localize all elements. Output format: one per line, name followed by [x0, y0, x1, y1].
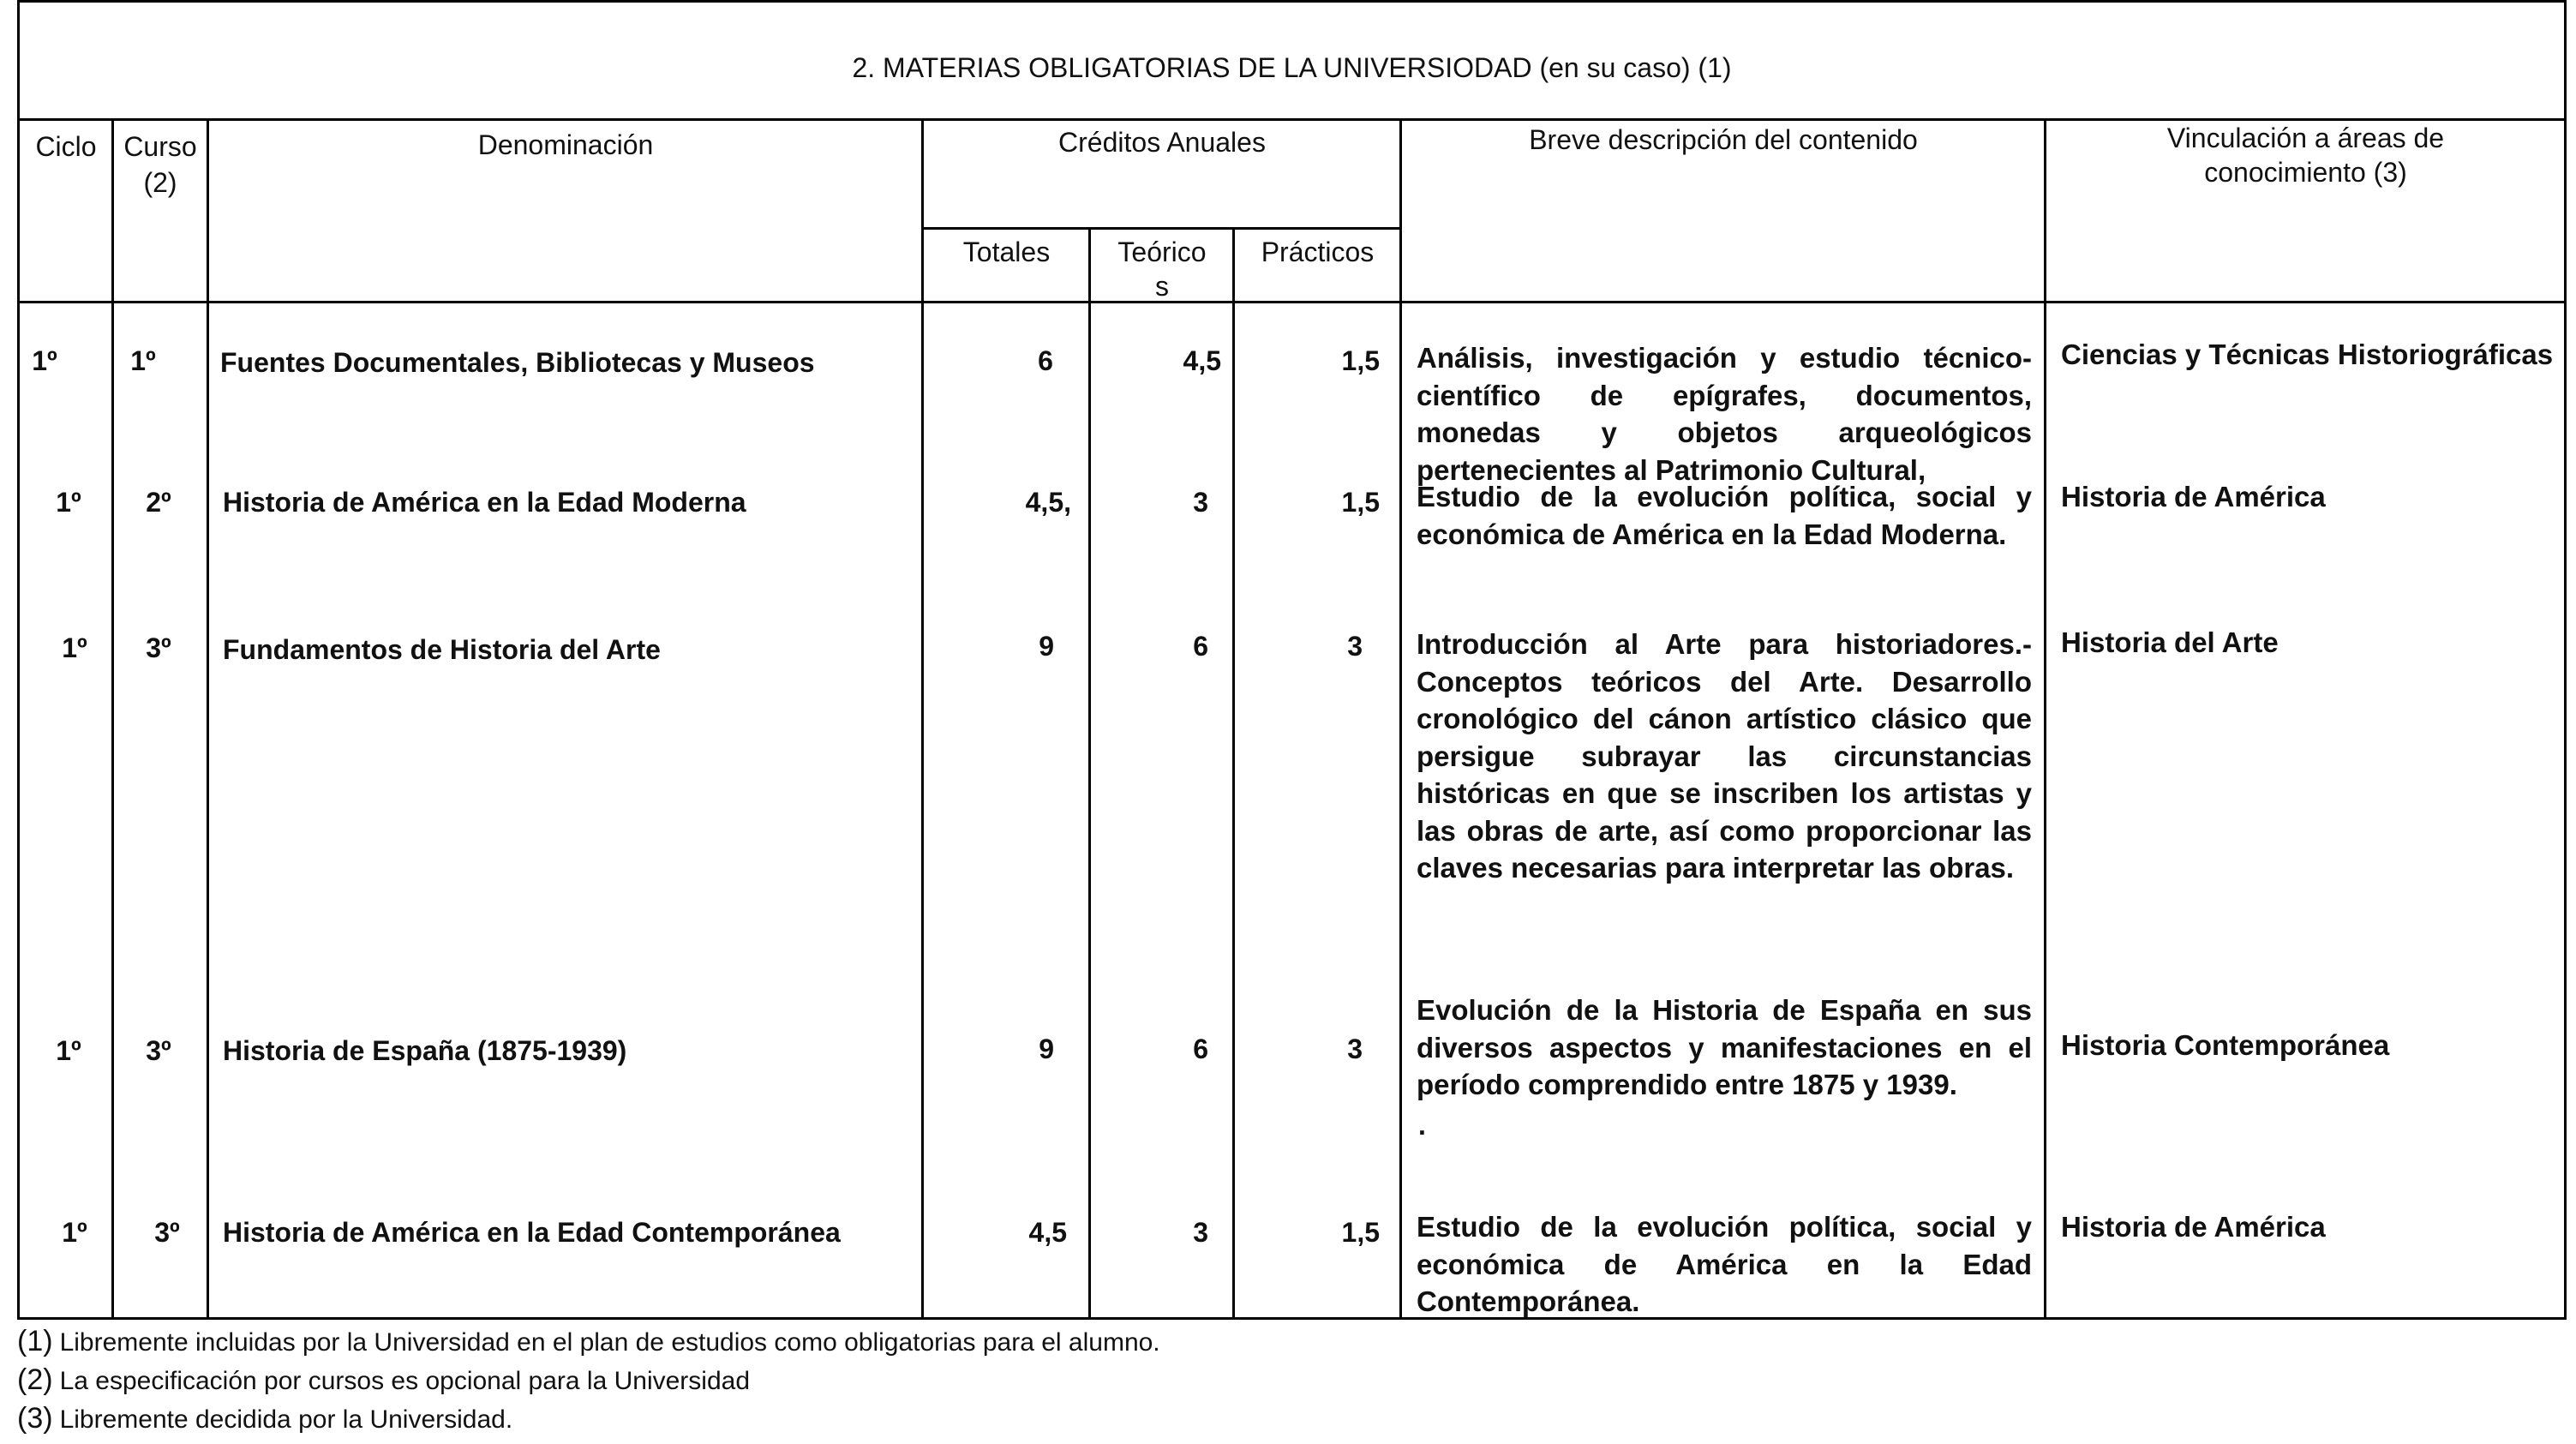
header-denominacion: Denominación: [477, 129, 654, 160]
row-4-practicos: 3: [1347, 1034, 1363, 1064]
header-descripcion: Breve descripción del contenido: [1529, 124, 1918, 155]
row-2-descripcion: Estudio de la evolución política, social y económica de América en la Edad Moderna.: [1417, 481, 2032, 550]
col-divider-totales: [1088, 227, 1091, 1320]
row-3-curso: 3º: [146, 632, 171, 663]
header-vinculacion-wrap: conocimiento (3): [2204, 157, 2407, 188]
row-4-curso: 3º: [146, 1035, 171, 1066]
row-3-totales: 9: [1039, 631, 1054, 662]
row-5-curso: 3º: [154, 1217, 180, 1248]
header-practicos: Prácticos: [1261, 237, 1375, 267]
header-teoricos: Teórico: [1117, 237, 1207, 267]
row-2-curso: 2º: [146, 487, 171, 518]
row-3-area: Historia del Arte: [2061, 626, 2279, 658]
row-3-practicos: 3: [1347, 631, 1363, 662]
row-1-descripcion: Análisis, investigación y estudio técnico-científico de epígrafes, documentos, monedas y objetos arqueológicos pertenecientes al Patrimonio Cultural,: [1417, 342, 2032, 486]
row-5-ciclo: 1º: [62, 1217, 87, 1248]
footnote-2: [17, 1363, 750, 1399]
col-divider-teoricos: [1232, 227, 1235, 1320]
header-ciclo: Ciclo: [35, 131, 97, 162]
row-4-teoricos: 6: [1193, 1034, 1208, 1064]
table-border-bottom: [17, 1317, 2567, 1320]
row-1-ciclo: 1º: [32, 345, 57, 376]
row-5-totales: 4,5: [1028, 1217, 1067, 1248]
row-2-denominacion: Historia de América en la Edad Moderna: [223, 487, 746, 518]
row-4-totales: 9: [1039, 1034, 1054, 1064]
row-1-area: Ciencias y Técnicas Historiográficas: [2061, 339, 2554, 370]
header-teoricos-wrap: s: [1155, 271, 1169, 302]
header-divider: [17, 301, 2567, 303]
row-4-area: Historia Contemporánea: [2061, 1029, 2390, 1061]
row-2-teoricos: 3: [1193, 487, 1208, 518]
row-2-ciclo: 1º: [56, 487, 81, 518]
row-2-practicos: 1,5: [1341, 487, 1380, 518]
footnote-3-text: Libremente decidida por la Universidad.: [59, 1405, 513, 1434]
row-5-practicos: 1,5: [1341, 1217, 1380, 1248]
row-5-denominacion: Historia de América en la Edad Contemporánea: [223, 1217, 841, 1248]
row-2-area: Historia de América: [2061, 481, 2326, 512]
col-divider-creditos: [1399, 118, 1402, 1320]
header-creditos-anuales: Créditos Anuales: [1058, 127, 1266, 158]
footnote-2-number: (2): [17, 1363, 53, 1396]
row-5-descripcion: Estudio de la evolución política, social y económica de América en la Edad Contemporánea.: [1417, 1211, 2032, 1317]
footnote-1-text: Libremente incluidas por la Universidad en el plan de estudios como obligatorias para el alumno.: [59, 1328, 1160, 1357]
row-3-descripcion: Introducción al Arte para historiadores.- Conceptos teóricos del Arte. Desarrollo cronológico del cánon artístico clásico que persigue subrayar las circunstancias históricas en que se inscriben los artistas y las obras de arte, así como proporcionar las claves necesarias para interpretar las obras.: [1417, 628, 2032, 884]
header-vinculacion: Vinculación a áreas de: [2166, 123, 2445, 153]
table-border-top: [17, 0, 2567, 3]
footnote-3: [17, 1401, 512, 1437]
row-3-ciclo: 1º: [62, 632, 87, 663]
row-1-curso: 1º: [130, 345, 156, 376]
header-curso: Curso: [123, 131, 197, 162]
footnote-1: [17, 1324, 1160, 1360]
col-divider-ciclo: [111, 118, 114, 1320]
row-1-teoricos: 4,5: [1183, 345, 1221, 376]
footnote-1-number: (1): [17, 1325, 53, 1357]
col-divider-curso: [207, 118, 209, 1320]
row-4-descripcion-dot: .: [1418, 1110, 1426, 1141]
creditos-divider: [921, 227, 1399, 230]
row-4-ciclo: 1º: [56, 1035, 81, 1066]
row-3-denominacion: Fundamentos de Historia del Arte: [223, 634, 661, 665]
footnote-3-number: (3): [17, 1402, 53, 1435]
row-5-area: Historia de América: [2061, 1211, 2326, 1243]
header-totales: Totales: [962, 237, 1051, 267]
row-1-totales: 6: [1038, 345, 1053, 376]
header-curso-note: (2): [143, 167, 177, 198]
row-2-totales: 4,5,: [1025, 487, 1071, 518]
row-4-descripcion: Evolución de la Historia de España en sus diversos aspectos y manifestaciones en el período comprendido entre 1875 y 1939.: [1417, 994, 2032, 1100]
row-5-teoricos: 3: [1193, 1217, 1208, 1248]
row-1-denominacion: Fuentes Documentales, Bibliotecas y Museos: [220, 347, 815, 378]
col-divider-denominacion: [921, 118, 924, 1320]
row-3-teoricos: 6: [1193, 631, 1208, 662]
table-border-left: [17, 0, 20, 1320]
table-title: 2. MATERIAS OBLIGATORIAS DE LA UNIVERSIODAD (en su caso) (1): [852, 52, 1732, 83]
row-4-denominacion: Historia de España (1875-1939): [223, 1035, 627, 1066]
footnote-2-text: La especificación por cursos es opcional para la Universidad: [59, 1367, 751, 1395]
col-divider-descripcion: [2044, 118, 2046, 1320]
table-border-right: [2564, 0, 2567, 1320]
row-1-practicos: 1,5: [1341, 345, 1380, 376]
